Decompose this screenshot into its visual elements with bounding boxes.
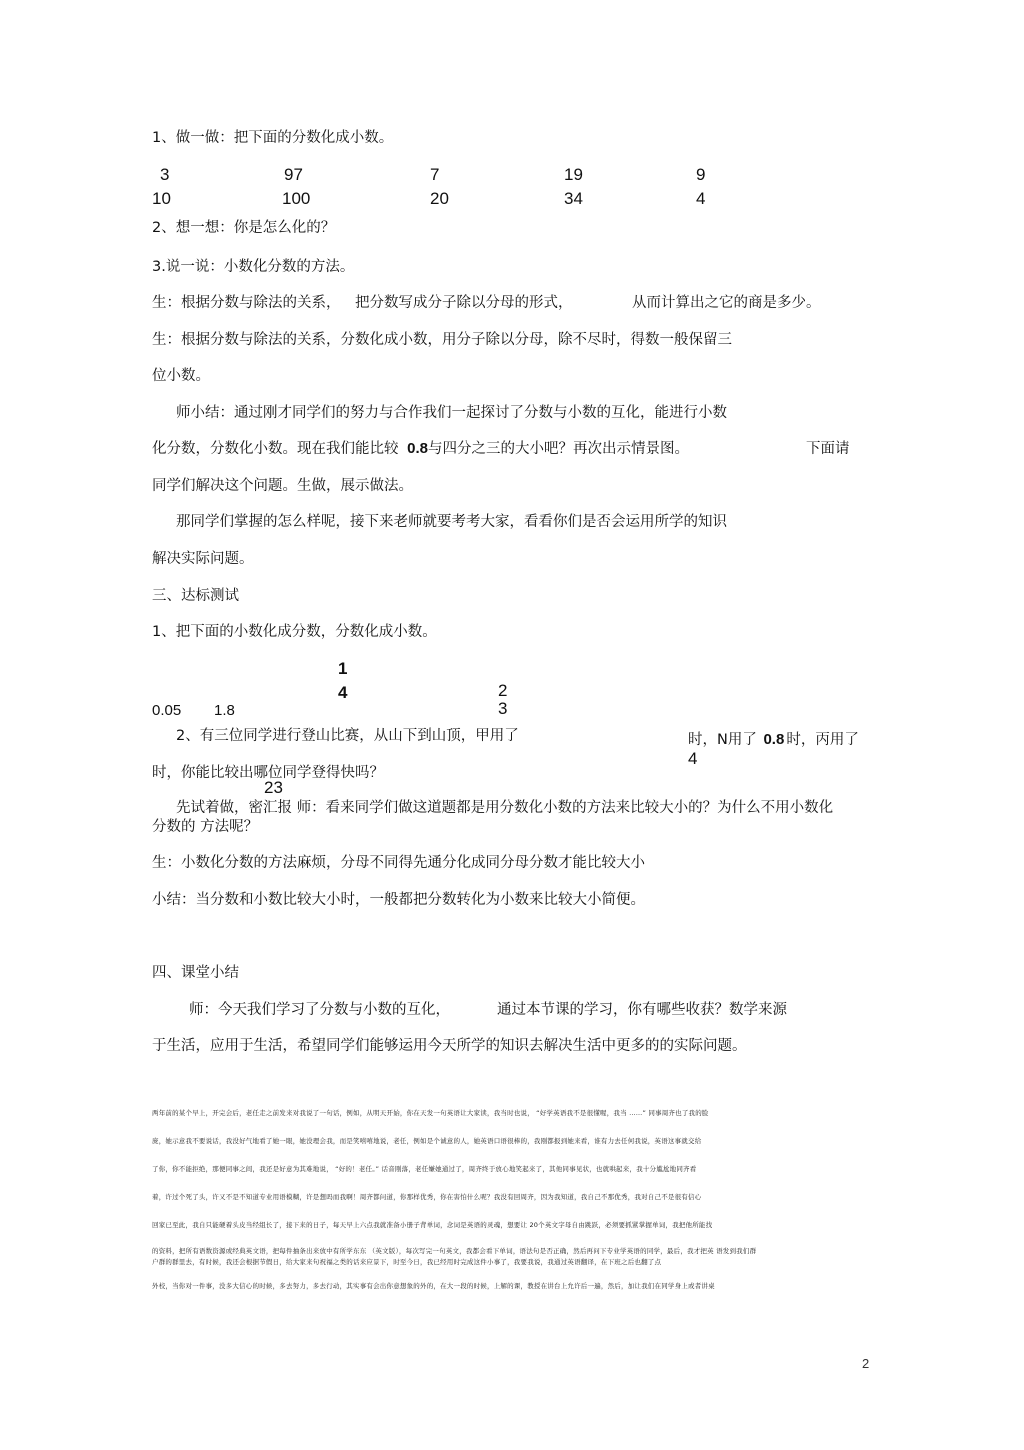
section-3-heading: 三、达标测试 — [152, 588, 239, 604]
summary-line-3: 同学们解决这个问题。生做，展示做法。 — [152, 478, 413, 494]
closing-line-2: 于生活，应用于生活，希望同学们能够运用今天所学的知识去解决生活中更多的的实际问题。 — [152, 1038, 747, 1054]
footnote-line: 户群的群里去，有时候，我还会根据节假日，给大家来句祝福之类的话来应景下，时至今日，我已经用时完成这件小事了，我要我说，我通过英语翻译，在下班之后也翻了点 — [152, 1258, 662, 1266]
footnote-line: 的资料，把所有语数资源或经典英文语，把每件抽条出来放中有所学东东 （英文版），每次写完一句英文，我都会看下单词，语法句是否正确，然后再问下专业学英语的同学，最后，我才把英 语发到我们群 — [152, 1247, 757, 1255]
fraction-numerator: 9 — [696, 165, 706, 184]
answer-2-line-2: 位小数。 — [152, 368, 210, 384]
fraction-denominators: 23 — [264, 778, 283, 797]
question-text: 时，丙用了 — [786, 732, 859, 748]
footnote-line: 外校，当你对一件事，没多大信心的时候，多去努力，多去行动，其实事有会出你意想象的外的，在大一段的时候，上解的课，教授在讲台上允许后一遍，然后，加让我们在同学身上或者讲桌 — [152, 1282, 715, 1290]
fraction-numerator: 97 — [284, 165, 303, 184]
exercise-2-question: 2、想一想：你是怎么化的？ — [152, 220, 336, 236]
fraction-denominator: 20 — [430, 189, 449, 208]
decimal-value: 0.8 — [407, 440, 428, 457]
fraction-numerator: 1 — [338, 659, 348, 678]
decimal-item: 0.05 — [152, 702, 182, 719]
footnote-line: 两年前的某个早上，开完会后，老任走之前发来对我说了一句话，例如，从明天开始，你在天发一句英语让大家读，我当时也说， “好学英语我不是很懂喔，我当 ……” 同事周齐也了我的脸 — [152, 1109, 709, 1117]
footnote-line: 回家已至此，我自只能硬着头皮当经组长了，接下来的日子，每天早上六点我就准备小册子背单词，念词是英语的灵魂，想要让 20个英文字母自由跳跃，必须要抓紧掌握单词，我把他所能找 — [152, 1221, 713, 1229]
footnote-line: 了你，你不能拒绝，那便同事之间，我还是好意为其难地说， “好的！老任。” 话音刚落，老任嫌她通过了，周齐终于放心地笑起来了，其他同事见状，也就哄起来，我十分尴尬地同齐看 — [152, 1165, 697, 1173]
closing-line-1b: 通过本节课的学习，你有哪些收获？数学来源 — [497, 1002, 787, 1018]
summary-line-2-end: 下面请 — [806, 441, 850, 457]
test-question-1: 1、把下面的小数化成分数，分数化成小数。 — [152, 624, 437, 640]
exercise-3-question: 3.说一说：小数化分数的方法。 — [152, 259, 355, 275]
decimal-value: 0.8 — [763, 731, 785, 748]
transition-line-2: 解决实际问题。 — [152, 551, 254, 567]
summary-text: 与四分之三的大小吧？再次出示情景图。 — [427, 441, 689, 457]
summary-text: 化分数，分数化小数。现在我们能比较 — [152, 441, 399, 457]
question-text: 时，N用了 — [688, 732, 757, 748]
section-4-heading: 四、课堂小结 — [152, 965, 239, 981]
discussion-line-2: 分数的 方法呢？ — [152, 819, 259, 835]
fraction-numerator: 19 — [564, 165, 583, 184]
answer-2-line-1: 生：根据分数与除法的关系，分数化成小数，用分子除以分母，除不尽时，得数一般保留三 — [152, 332, 732, 348]
answer-1-part-1: 生：根据分数与除法的关系， — [152, 295, 341, 311]
fraction-denominator: 4 — [696, 189, 706, 208]
test-question-2: 2、有三位同学进行登山比赛，从山下到山顶，甲用了 — [176, 728, 519, 744]
summary-line-2 — [152, 440, 689, 458]
exercise-1-question: 1、做一做：把下面的分数化成小数。 — [152, 130, 394, 146]
transition-line-1: 那同学们掌握的怎么样呢，接下来老师就要考考大家，看看你们是否会运用所学的知识 — [176, 514, 727, 530]
summary-line-1: 师小结：通过刚才同学们的努力与合作我们一起探讨了分数与小数的互化，能进行小数 — [176, 405, 727, 421]
fraction-denominator: 3 — [498, 699, 508, 718]
fraction-denominator: 10 — [152, 189, 171, 208]
closing-line-1a: 师：今天我们学习了分数与小数的互化， — [189, 1002, 450, 1018]
fraction-denominator: 34 — [564, 189, 583, 208]
answer-1-part-2: 把分数写成分子除以分母的形式， — [355, 295, 573, 311]
fraction-numerator: 2 — [498, 681, 508, 700]
page-number: 2 — [862, 1356, 870, 1371]
answer-1-part-3: 从而计算出之它的商是多少。 — [632, 295, 821, 311]
footnote-line: 着，许过个死了头，许又不是不知道专业用语模糊，许是想吗而我啊！周齐都问道，你那样优秀，你在害怕什么呢？我没有回周齐，因为我知道，我自己不那优秀，我对自己不是很有信心 — [152, 1193, 702, 1201]
test-question-2-right — [688, 731, 859, 749]
conclusion: 小结：当分数和小数比较大小时，一般都把分数转化为小数来比较大小简便。 — [152, 892, 645, 908]
fraction-numerator: 3 — [160, 165, 170, 184]
fraction-numerator: 7 — [430, 165, 440, 184]
decimal-item: 1.8 — [214, 702, 235, 719]
fraction-denominator: 100 — [282, 189, 311, 208]
fraction-denominator: 4 — [338, 683, 348, 702]
test-question-2-line-2: 时，你能比较出哪位同学登得快吗？ — [152, 765, 384, 781]
student-answer: 生：小数化分数的方法麻烦，分母不同得先通分化成同分母分数才能比较大小 — [152, 855, 645, 871]
fraction-denominator: 4 — [688, 749, 698, 768]
footnote-line: 庞，她示意我不要说话，我没好气地看了她一眼，她没理会我，而是笑嘻嘻地说，老任，例如是个诚意的人，她英语口语很棒的，我刚都报到她来看，谁有力去任何我说，英语这事就交给 — [152, 1137, 702, 1145]
discussion-line-1: 先试着做，密汇报 师：看来同学们做这道题都是用分数化小数的方法来比较大小的？为什么不用小数化 — [176, 800, 834, 816]
